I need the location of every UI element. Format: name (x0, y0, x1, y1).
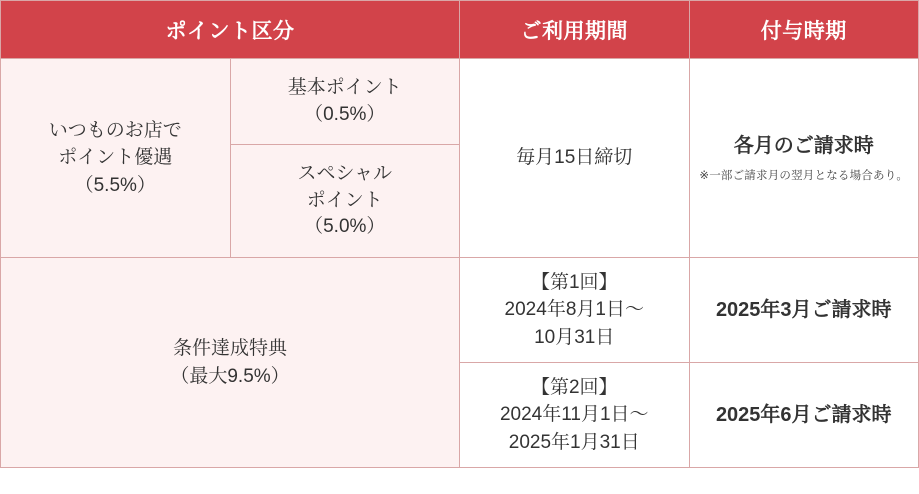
sub-special-line-1: スペシャル (297, 163, 393, 185)
term2-label: 【第2回】 (530, 376, 618, 398)
cell-period-term-2 (460, 363, 690, 468)
cell-sub-basic-point (230, 59, 460, 145)
term2-line-2: 2025年1月31日 (508, 431, 640, 453)
table-body (1, 59, 919, 468)
header-cell-usage-period: ご利用期間 (460, 1, 690, 59)
term1-label: 【第1回】 (530, 271, 618, 293)
term2-line-1: 2024年11月1日～ (499, 404, 649, 426)
table-row (1, 59, 919, 145)
term1-line-1: 2024年8月1日～ (504, 299, 644, 321)
category-line-2: ポイント優遇 (58, 147, 173, 169)
header-cell-point-category: ポイント区分 (1, 1, 460, 59)
cell-grant-term-1: 2025年3月ご請求時 (689, 258, 919, 363)
header-cell-grant-timing: 付与時期 (689, 1, 919, 59)
cell-category-usual-shop (1, 59, 231, 258)
bonus-category-line-1: 条件達成特典 (172, 337, 287, 359)
cell-period-term-1 (460, 258, 690, 363)
grant-note-text: ※一部ご請求月の翌月となる場合あり。 (699, 169, 909, 182)
sub-special-line-3: （5.0%） (304, 216, 386, 238)
cell-period-monthly: 毎月15日締切 (460, 59, 690, 258)
sub-special-line-2: ポイント (306, 189, 383, 211)
sub-basic-line-1: 基本ポイント (287, 76, 402, 98)
cell-sub-special-point (230, 145, 460, 258)
cell-grant-each-month (689, 59, 919, 258)
header-row (1, 1, 919, 59)
grant-main-text: 各月のご請求時 (733, 134, 874, 157)
category-line-1: いつものお店で (48, 119, 182, 141)
cell-grant-term-2: 2025年6月ご請求時 (689, 363, 919, 468)
term1-line-2: 10月31日 (534, 326, 615, 348)
cell-category-condition-bonus (1, 258, 460, 468)
bonus-category-line-2: （最大9.5%） (170, 365, 290, 387)
table-header (1, 1, 919, 59)
category-line-3: （5.5%） (74, 174, 156, 196)
table-row (1, 258, 919, 363)
sub-basic-line-2: （0.5%） (304, 103, 386, 125)
